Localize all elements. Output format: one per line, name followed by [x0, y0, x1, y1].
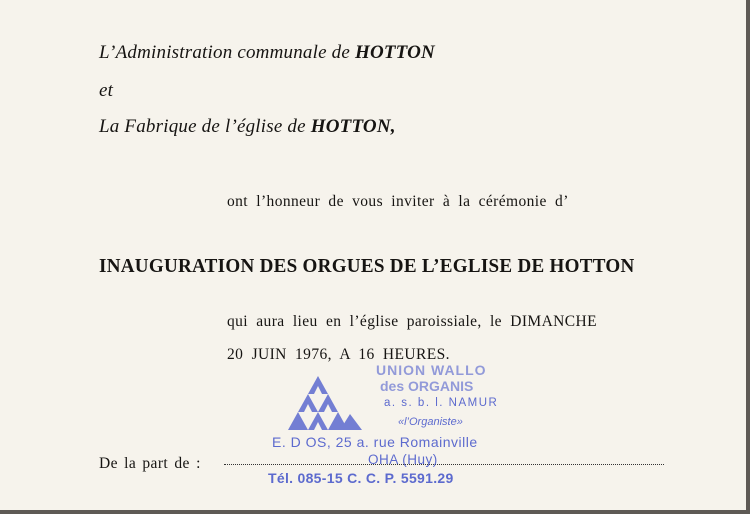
- header-fabrique-name: HOTTON,: [310, 116, 396, 137]
- stamp-line-5: E. D OS, 25 a. rue Romainville: [272, 434, 478, 450]
- stamp-line-3: a. s. b. l. NAMUR: [384, 397, 499, 409]
- details-line-2: 20 JUIN 1976, A 16 HEURES.: [227, 346, 450, 363]
- header-fabrique-text: La Fabrique de l’église de: [99, 116, 311, 137]
- stamp-line-4: «l’Organiste»: [398, 416, 463, 428]
- stamp-line-7: Tél. 085-15 C. C. P. 5591.29: [268, 470, 454, 486]
- stamp-line-1: UNION WALLO: [376, 362, 487, 378]
- stamp-line-2: des ORGANIS: [380, 378, 474, 394]
- header-line-fabrique: [99, 116, 396, 138]
- header-line-et: et: [99, 80, 114, 101]
- stamp-line-6: OHA (Huy): [368, 452, 438, 467]
- header-line-administration: [99, 42, 435, 64]
- organ-union-stamp: [268, 360, 548, 490]
- triangle-logo-icon: [288, 374, 364, 432]
- header-administration-text: L’Administration communale de: [99, 42, 355, 63]
- event-title: INAUGURATION DES ORGUES DE L’EGLISE DE HOTTON: [99, 255, 635, 277]
- from-label: De la part de :: [99, 455, 201, 472]
- details-line-1: qui aura lieu en l’église paroissiale, le DIMANCHE: [227, 313, 597, 330]
- invite-line: ont l’honneur de vous inviter à la cérémonie d’: [227, 193, 569, 210]
- header-administration-name: HOTTON: [354, 42, 435, 63]
